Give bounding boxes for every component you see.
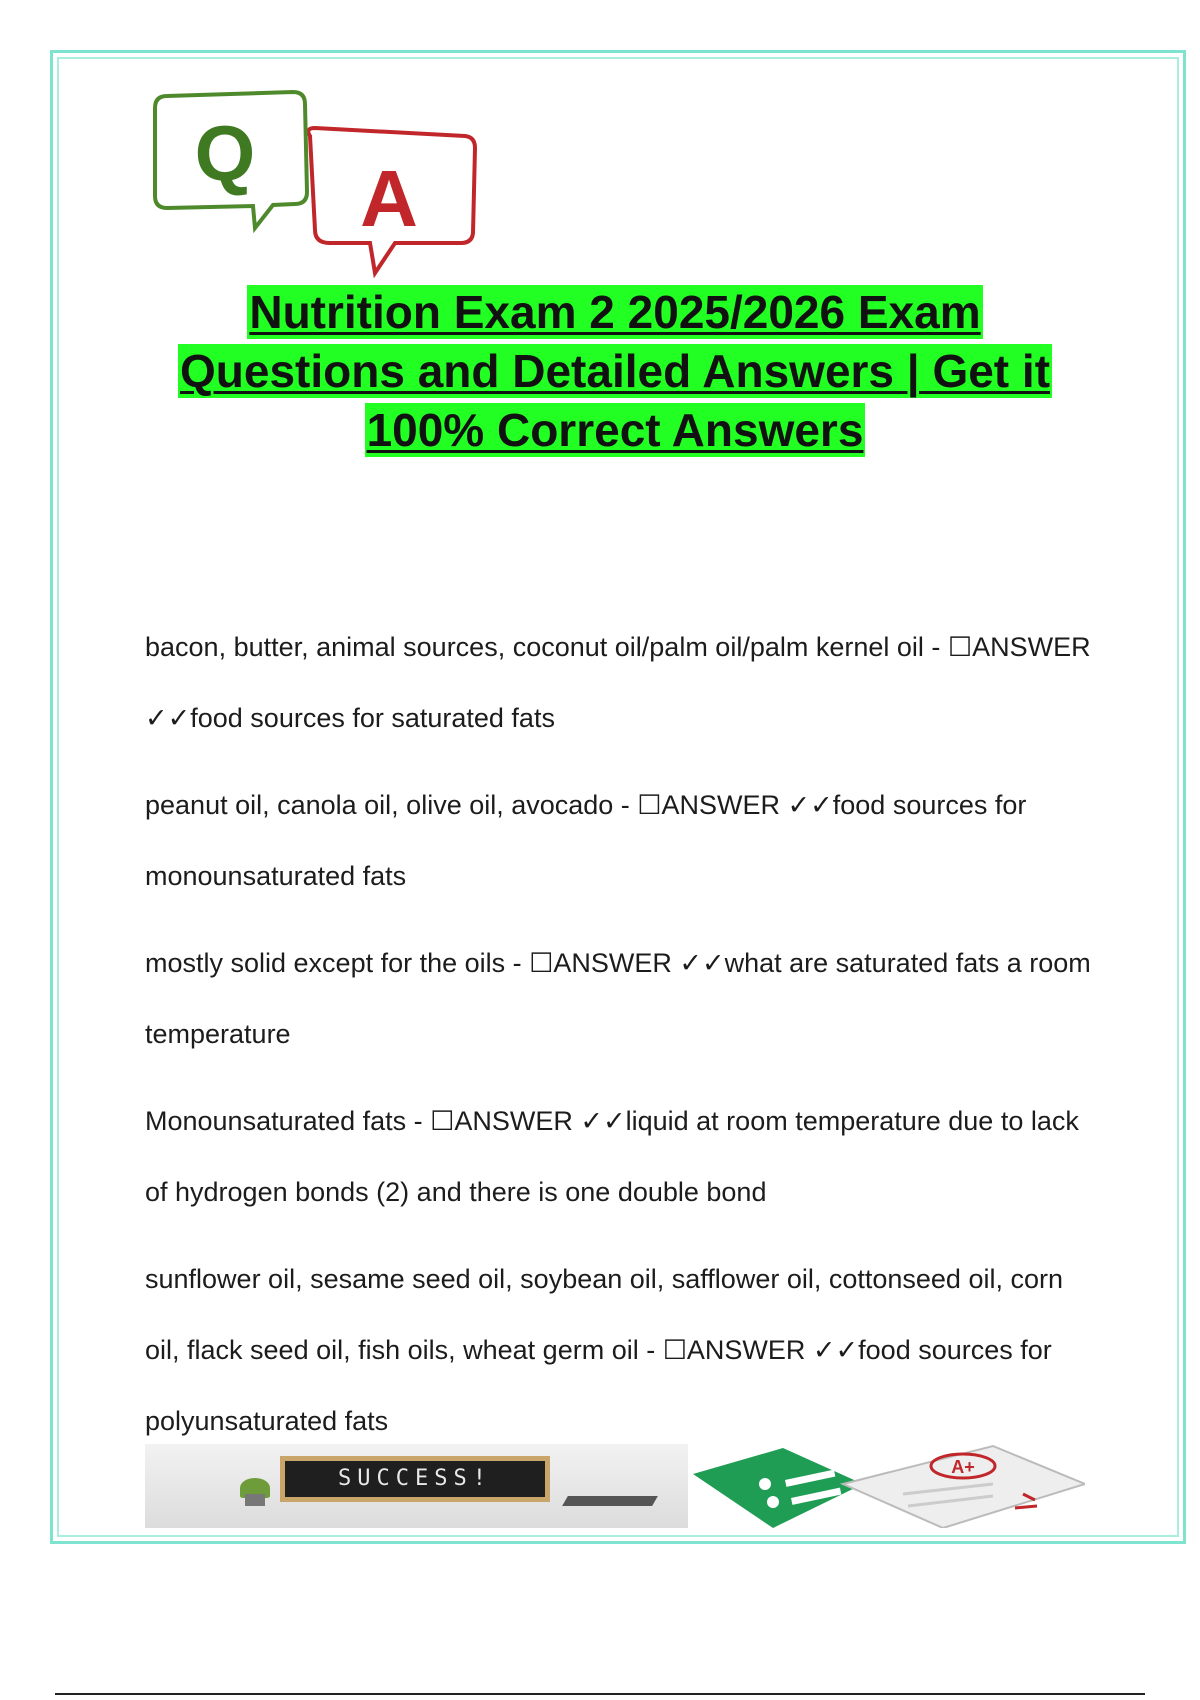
logo-a-letter: A (360, 154, 418, 243)
qa-logo (145, 88, 485, 288)
footer-rule (55, 1693, 1145, 1695)
title-line-2: Questions and Detailed Answers | Get it (179, 345, 1051, 397)
graded-papers-image (693, 1444, 1085, 1528)
title-line-1: Nutrition Exam 2 2025/2026 Exam (249, 286, 981, 338)
qa-item: Monounsaturated fats - ☐ANSWER ✓✓liquid at room temperature due to lack of hydrogen bonds (2) and there is one double bond (145, 1106, 1079, 1207)
logo-q-letter: Q (194, 109, 256, 197)
a-speech-bubble-icon (308, 128, 475, 273)
qa-item: sunflower oil, sesame seed oil, soybean oil, safflower oil, cottonseed oil, corn oil, flack seed oil, fish oils, wheat germ oil - ☐ANSWER ✓✓food sources for polyunsaturated fats (145, 1264, 1063, 1436)
q-speech-bubble-icon (155, 92, 307, 228)
qa-item: bacon, butter, animal sources, coconut oil/palm oil/palm kernel oil - ☐ANSWER ✓✓food sources for saturated fats (145, 632, 1091, 733)
spreadsheet-icon (693, 1448, 863, 1528)
qa-list (145, 612, 1095, 1473)
bottom-banner (145, 1444, 1085, 1528)
graded-paper-icon (843, 1446, 1085, 1528)
success-board: SUCCESS! (280, 1456, 550, 1502)
document-title (120, 280, 1110, 457)
grade-label: A+ (951, 1457, 975, 1477)
pot-icon (245, 1494, 265, 1506)
tablet-icon (562, 1496, 658, 1506)
qa-item: mostly solid except for the oils - ☐ANSWER ✓✓what are saturated fats a room temperature (145, 948, 1091, 1049)
title-line-3: 100% Correct Answers (366, 404, 864, 456)
success-board-image (145, 1444, 688, 1528)
qa-item: peanut oil, canola oil, olive oil, avocado - ☐ANSWER ✓✓food sources for monounsaturated fats (145, 790, 1027, 891)
